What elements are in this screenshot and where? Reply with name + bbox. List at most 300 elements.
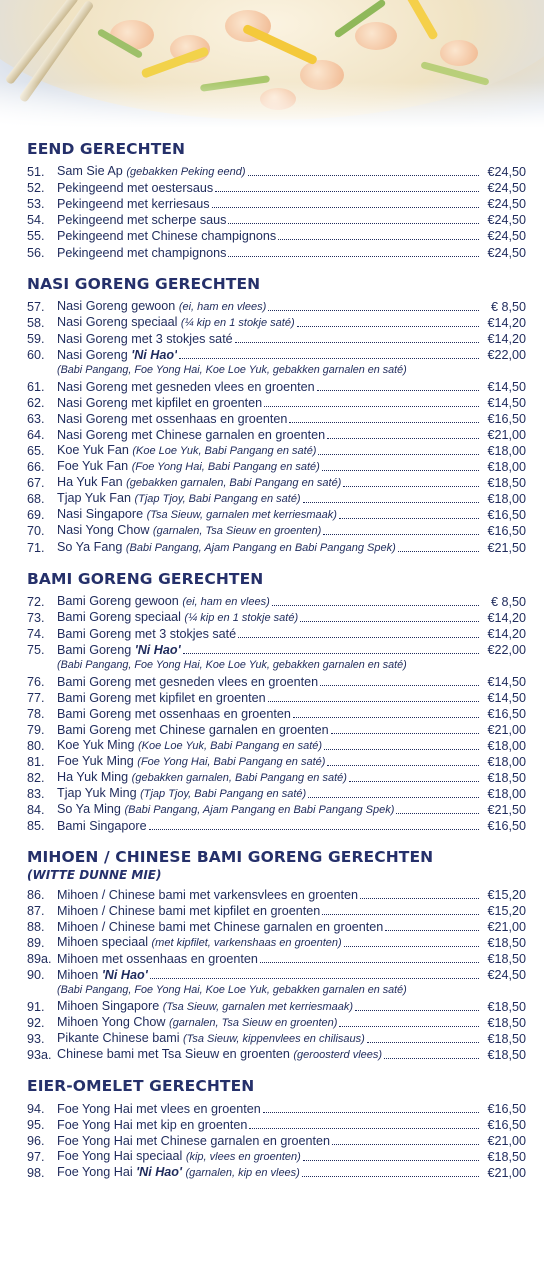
- item-description: (garnalen, Tsa Sieuw en groenten): [152, 525, 322, 538]
- menu-item: [27, 379, 526, 395]
- dot-leader: [327, 765, 479, 766]
- item-name: [57, 1148, 301, 1165]
- item-number: 80.: [27, 739, 45, 753]
- dot-leader: [150, 978, 479, 979]
- item-name: [57, 903, 320, 919]
- item-name-text: Bami Singapore: [57, 819, 147, 834]
- item-number: 89a.: [27, 951, 52, 966]
- item-number: 65.: [27, 444, 45, 458]
- item-price: € 8,50: [490, 299, 526, 314]
- menu-item: [27, 935, 526, 951]
- item-name: [57, 818, 147, 834]
- menu-section: [27, 275, 526, 556]
- item-number: 69.: [27, 508, 45, 523]
- item-name: [57, 506, 337, 523]
- menu-item: [27, 886, 526, 902]
- item-number: 73.: [27, 610, 45, 625]
- dot-leader: [303, 1160, 479, 1161]
- item-name-text: So Ya Fang: [57, 539, 123, 554]
- dot-leader: [179, 358, 479, 359]
- food-photo: [0, 0, 544, 128]
- section-subtitle: (WITTE DUNNE MIE): [27, 868, 162, 883]
- item-name: [57, 458, 320, 475]
- item-number: 96.: [27, 1134, 45, 1149]
- item-name-text: Bami Goreng gewoon: [57, 593, 179, 608]
- item-price: €18,50: [487, 999, 526, 1014]
- item-number: 54.: [27, 213, 45, 228]
- item-name-text: Nasi Goreng gewoon: [57, 298, 176, 313]
- item-number: 66.: [27, 460, 45, 475]
- item-number: 55.: [27, 229, 45, 244]
- item-name-text: Bami Goreng speciaal: [57, 609, 181, 624]
- menu-item: [27, 626, 526, 642]
- item-name: [57, 245, 226, 261]
- item-price: €18,50: [487, 771, 526, 786]
- item-name: [57, 442, 316, 459]
- item-name-text: Chinese bami met Tsa Sieuw en groenten: [57, 1047, 290, 1061]
- menu-item: [27, 770, 526, 786]
- dot-leader: [303, 502, 479, 503]
- item-number: 79.: [27, 722, 45, 737]
- item-name-text: Bami Goreng met 3 stokjes saté: [57, 626, 237, 641]
- item-name-text: Mihoen speciaal: [57, 934, 149, 949]
- item-price: €22,00: [487, 642, 526, 657]
- dot-leader: [300, 621, 479, 622]
- item-name: [57, 212, 226, 228]
- item-name: [57, 934, 342, 951]
- menu-item: [27, 706, 526, 722]
- dot-leader: [183, 653, 479, 654]
- item-name: [57, 1101, 261, 1117]
- dot-leader: [215, 191, 479, 192]
- item-name-highlight: 'Ni Hao': [134, 642, 181, 657]
- dot-leader: [327, 438, 479, 439]
- item-name: [57, 887, 358, 903]
- item-number: 56.: [27, 245, 45, 260]
- item-name: [57, 951, 258, 967]
- menu-item: [27, 299, 526, 315]
- item-price: €18,50: [487, 1150, 526, 1165]
- menu-item: [27, 427, 526, 443]
- item-name-text: Foe Yong Hai met kip en groenten: [57, 1118, 248, 1133]
- dot-leader: [320, 685, 479, 686]
- item-number: 68.: [27, 492, 45, 507]
- item-price: €14,20: [487, 626, 526, 641]
- item-name: [57, 1164, 300, 1181]
- menu-item: [27, 722, 526, 738]
- dot-leader: [264, 406, 479, 407]
- item-number: 53.: [27, 197, 45, 212]
- item-note: (Babi Pangang, Foe Yong Hai, Koe Loe Yuk, gebakken garnalen en saté): [57, 658, 407, 671]
- section-title: EEND GERECHTEN: [27, 140, 186, 158]
- item-price: €16,50: [487, 524, 526, 539]
- item-number: 85.: [27, 819, 45, 834]
- item-number: 61.: [27, 379, 45, 394]
- menu-item: [27, 642, 526, 658]
- dot-leader: [228, 223, 479, 224]
- dot-leader: [343, 486, 479, 487]
- menu-item: [27, 594, 526, 610]
- item-name: [57, 347, 177, 363]
- menu-item: [27, 1031, 526, 1047]
- item-description: (ei, ham en vlees): [178, 300, 267, 313]
- item-name-text: Mihoen Singapore: [57, 998, 160, 1013]
- menu-item: [27, 786, 526, 802]
- item-price: €16,50: [487, 1102, 526, 1117]
- menu-item: [27, 999, 526, 1015]
- item-description: (Tsa Sieuw, garnalen met kerriesmaak): [146, 509, 337, 522]
- dot-leader: [235, 342, 479, 343]
- item-name-text: Foe Yong Hai met Chinese garnalen en groenten: [57, 1134, 331, 1149]
- item-name-text: Nasi Goreng speciaal: [57, 314, 178, 329]
- menu-item: [27, 443, 526, 459]
- menu-item: [27, 459, 526, 475]
- item-name: [57, 163, 246, 180]
- item-number: 82.: [27, 771, 45, 786]
- dot-leader: [289, 422, 479, 423]
- dot-leader: [249, 1128, 479, 1129]
- item-name-text: Nasi Goreng met kipfilet en groenten: [57, 395, 263, 410]
- dot-leader: [349, 781, 479, 782]
- item-name-text: Nasi Goreng met 3 stokjes saté: [57, 331, 233, 346]
- item-name: [57, 1014, 337, 1031]
- item-name: [57, 706, 291, 722]
- dot-leader: [324, 749, 479, 750]
- item-name-text: Nasi Yong Chow: [57, 523, 150, 538]
- item-description: (¼ kip en 1 stokje saté): [184, 611, 299, 624]
- dot-leader: [331, 733, 479, 734]
- item-name-text: Pekingeend met scherpe saus: [57, 213, 227, 228]
- dot-leader: [323, 534, 479, 535]
- item-number: 57.: [27, 299, 45, 314]
- item-number: 75.: [27, 642, 45, 657]
- item-price: €21,50: [487, 803, 526, 818]
- item-price: €24,50: [487, 181, 526, 196]
- menu-item: [27, 754, 526, 770]
- menu-item: [27, 331, 526, 347]
- item-name: [57, 801, 394, 818]
- dot-leader: [248, 175, 479, 176]
- dot-leader: [367, 1042, 479, 1043]
- item-description: (garnalen, Tsa Sieuw en groenten): [169, 1016, 338, 1029]
- item-name-highlight: 'Ni Hao': [101, 968, 148, 983]
- item-name: [57, 331, 233, 347]
- dot-leader: [212, 207, 479, 208]
- item-name: [57, 626, 236, 642]
- dot-leader: [149, 829, 479, 830]
- item-name-text: Bami Goreng: [57, 642, 132, 657]
- item-description: (Babi Pangang, Ajam Pangang en Babi Pangang Spek): [125, 541, 396, 554]
- item-number: 71.: [27, 540, 45, 555]
- item-name: [57, 1117, 247, 1133]
- item-name-text: Mihoen Yong Chow: [57, 1014, 166, 1029]
- item-number: 92.: [27, 1015, 45, 1030]
- item-name-text: Mihoen / Chinese bami met Chinese garnalen en groenten: [57, 919, 384, 934]
- item-name: [57, 1030, 365, 1047]
- dot-leader: [344, 946, 479, 947]
- item-number: 93a.: [27, 1048, 52, 1062]
- menu-item: [27, 1133, 526, 1149]
- dot-leader: [268, 310, 479, 311]
- item-description: (Tsa Sieuw, kippenvlees en chilisaus): [183, 1032, 365, 1045]
- item-name-text: Mihoen: [57, 968, 99, 983]
- menu-item: [27, 1101, 526, 1117]
- item-name-text: Foe Yuk Fan: [57, 459, 129, 474]
- item-name-text: Pekingeend met oestersaus: [57, 181, 214, 196]
- item-name-highlight: 'Ni Hao': [131, 347, 178, 362]
- item-name-text: Ha Yuk Ming: [57, 770, 129, 785]
- item-number: 72.: [27, 594, 45, 609]
- item-price: €21,00: [487, 1134, 526, 1149]
- item-name: [57, 737, 322, 754]
- item-name: [57, 642, 181, 658]
- item-name-text: Bami Goreng met kipfilet en groenten: [57, 690, 266, 705]
- item-name-highlight: 'Ni Hao': [136, 1165, 182, 1180]
- menu-item: [27, 1149, 526, 1165]
- dot-leader: [293, 717, 479, 718]
- item-price: €14,50: [487, 395, 526, 410]
- item-name-text: Bami Goreng met ossenhaas en groenten: [57, 706, 291, 721]
- menu-item: [27, 164, 526, 180]
- item-number: 89.: [27, 935, 45, 950]
- item-note: (Babi Pangang, Foe Yong Hai, Koe Loe Yuk, gebakken garnalen en saté): [57, 984, 407, 997]
- item-name: [57, 785, 306, 802]
- item-number: 97.: [27, 1150, 45, 1165]
- item-name-text: Sam Sie Ap: [57, 164, 123, 179]
- item-price: €14,50: [487, 379, 526, 394]
- item-number: 60.: [27, 347, 45, 362]
- dot-leader: [278, 239, 479, 240]
- item-price: €24,50: [487, 968, 526, 983]
- item-name: [57, 228, 276, 244]
- item-price: €18,00: [487, 787, 526, 802]
- menu-item: [27, 802, 526, 818]
- item-description: (Tsa Sieuw, garnalen met kerriesmaak): [162, 1000, 354, 1013]
- item-name-text: Foe Yuk Ming: [57, 754, 134, 769]
- item-name-text: So Ya Ming: [57, 802, 121, 817]
- item-number: 74.: [27, 626, 45, 641]
- item-name-text: Foe Yong Hai met vlees en groenten: [57, 1102, 261, 1117]
- item-price: €14,20: [487, 610, 526, 625]
- item-name: [57, 395, 262, 411]
- item-number: 67.: [27, 476, 45, 491]
- item-name-text: Nasi Goreng met Chinese garnalen en groenten: [57, 427, 326, 442]
- item-price: €18,50: [487, 1031, 526, 1046]
- item-name: [57, 490, 301, 507]
- item-name: [57, 427, 325, 443]
- item-description: (Babi Pangang, Ajam Pangang en Babi Pangang Spek): [124, 804, 395, 817]
- item-price: € 8,50: [490, 594, 526, 609]
- dot-leader: [385, 930, 479, 931]
- dot-leader: [339, 1026, 479, 1027]
- item-name-text: Tjap Yuk Ming: [57, 786, 137, 801]
- item-price: €18,50: [487, 935, 526, 950]
- menu-content: [0, 128, 544, 1181]
- item-name-text: Bami Goreng met gesneden vlees en groenten: [57, 674, 319, 689]
- section-title: BAMI GORENG GERECHTEN: [27, 569, 264, 588]
- item-price: €14,20: [487, 331, 526, 346]
- item-number: 52.: [27, 181, 45, 196]
- item-name: [57, 539, 396, 556]
- item-name-text: Nasi Singapore: [57, 507, 144, 522]
- item-number: 83.: [27, 787, 45, 802]
- item-price: €14,50: [487, 674, 526, 689]
- dot-leader: [398, 551, 479, 552]
- menu-section: [27, 848, 526, 1063]
- dot-leader: [297, 326, 479, 327]
- menu-item: [27, 244, 526, 260]
- item-name-text: Pikante Chinese bami: [57, 1030, 180, 1045]
- item-name: [57, 919, 383, 935]
- menu-item: [27, 411, 526, 427]
- item-number: 63.: [27, 411, 45, 426]
- item-name-text: Mihoen / Chinese bami met varkensvlees en groenten: [57, 887, 359, 902]
- item-price: €14,50: [487, 690, 526, 705]
- item-name-text: Mihoen met ossenhaas en groenten: [57, 951, 258, 966]
- item-price: €18,50: [487, 1015, 526, 1030]
- item-number: 62.: [27, 395, 45, 410]
- item-name: [57, 753, 325, 770]
- dot-leader: [228, 256, 479, 257]
- item-name-text: Bami Goreng met Chinese garnalen en groenten: [57, 722, 329, 737]
- dot-leader: [322, 914, 479, 915]
- item-name: [57, 609, 298, 626]
- item-description: (garnalen, kip en vlees): [185, 1167, 300, 1180]
- item-description: (ei, ham en vlees): [182, 595, 270, 608]
- item-number: 81.: [27, 755, 45, 770]
- menu-item: [27, 212, 526, 228]
- item-price: €16,50: [487, 819, 526, 834]
- dot-leader: [396, 813, 479, 814]
- item-price: €18,00: [487, 755, 526, 770]
- item-price: €21,50: [487, 540, 526, 555]
- item-price: €16,50: [487, 706, 526, 721]
- item-price: €24,50: [487, 165, 526, 180]
- menu-item: [27, 1047, 526, 1063]
- menu-item: [27, 738, 526, 754]
- item-number: 95.: [27, 1118, 45, 1133]
- item-description: (Tjap Tjoy, Babi Pangang en saté): [134, 493, 301, 506]
- item-number: 78.: [27, 706, 45, 721]
- item-name: [57, 474, 341, 491]
- item-name: [57, 722, 329, 738]
- item-number: 94.: [27, 1102, 45, 1117]
- menu-section: [27, 570, 526, 835]
- item-number: 90.: [27, 968, 45, 983]
- dot-leader: [318, 454, 479, 455]
- item-number: 77.: [27, 690, 45, 705]
- item-price: €18,50: [487, 1048, 526, 1062]
- dot-leader: [263, 1112, 479, 1113]
- item-name-text: Foe Yong Hai speciaal: [57, 1149, 183, 1164]
- menu-item: [27, 228, 526, 244]
- menu-section: [27, 140, 526, 261]
- item-name: [57, 1133, 330, 1149]
- item-price: €24,50: [487, 197, 526, 212]
- menu-item: [27, 315, 526, 331]
- item-name: [57, 411, 287, 427]
- item-price: €21,00: [487, 1166, 526, 1181]
- item-number: 58.: [27, 315, 45, 330]
- dot-leader: [238, 637, 479, 638]
- item-name: [57, 593, 270, 610]
- item-name-text: Koe Yuk Fan: [57, 443, 129, 457]
- menu-item: [27, 690, 526, 706]
- item-name-text: Pekingeend met champignons: [57, 245, 227, 260]
- menu-item: [27, 1165, 526, 1181]
- item-description: (Tjap Tjoy, Babi Pangang en saté): [140, 788, 307, 801]
- item-number: 87.: [27, 903, 45, 918]
- item-price: €21,00: [487, 427, 526, 442]
- item-name: [57, 998, 353, 1015]
- item-number: 59.: [27, 331, 45, 346]
- item-name-text: Foe Yong Hai: [57, 1165, 133, 1180]
- item-price: €18,00: [487, 492, 526, 507]
- item-number: 91.: [27, 999, 45, 1014]
- menu-item: [27, 610, 526, 626]
- item-price: €18,00: [487, 460, 526, 475]
- item-note: (Babi Pangang, Foe Yong Hai, Koe Loe Yuk, gebakken garnalen en saté): [57, 363, 407, 376]
- menu-item: [27, 539, 526, 555]
- item-name: [57, 379, 315, 395]
- dot-leader: [355, 1010, 479, 1011]
- item-name-text: Nasi Goreng met ossenhaas en groenten: [57, 411, 288, 426]
- dot-leader: [260, 962, 479, 963]
- dot-leader: [317, 390, 479, 391]
- menu-item: [27, 1015, 526, 1031]
- dot-leader: [360, 898, 479, 899]
- item-name: [57, 967, 148, 983]
- menu-item: [27, 395, 526, 411]
- menu-item: [27, 967, 526, 983]
- item-name-text: Tjap Yuk Fan: [57, 491, 131, 506]
- item-number: 88.: [27, 919, 45, 934]
- dot-leader: [302, 1176, 479, 1177]
- item-name: [57, 522, 321, 539]
- item-name: [57, 314, 295, 331]
- dot-leader: [384, 1058, 479, 1059]
- menu-item: [27, 507, 526, 523]
- menu-item: [27, 951, 526, 967]
- item-price: €21,00: [487, 722, 526, 737]
- item-number: 84.: [27, 803, 45, 818]
- item-name-text: Ha Yuk Fan: [57, 475, 123, 490]
- item-name-text: Nasi Goreng met gesneden vlees en groenten: [57, 379, 315, 394]
- section-title: EIER-OMELET GERECHTEN: [27, 1077, 255, 1095]
- item-description: (kip, vlees en groenten): [185, 1151, 301, 1164]
- item-description: (Foe Yong Hai, Babi Pangang en saté): [137, 756, 326, 769]
- item-description: (gebakken garnalen, Babi Pangang en saté): [131, 772, 347, 785]
- item-number: 98.: [27, 1166, 45, 1181]
- menu-item: [27, 180, 526, 196]
- item-number: 70.: [27, 524, 45, 539]
- item-price: €18,00: [487, 739, 526, 753]
- item-price: €16,50: [487, 411, 526, 426]
- item-price: €14,20: [487, 315, 526, 330]
- item-number: 93.: [27, 1031, 45, 1046]
- item-name: [57, 1046, 382, 1063]
- item-price: €16,50: [487, 1118, 526, 1133]
- item-name-text: Pekingeend met Chinese champignons: [57, 229, 277, 244]
- item-description: (met kipfilet, varkenshaas en groenten): [151, 936, 342, 949]
- dot-leader: [339, 518, 479, 519]
- menu-item: [27, 196, 526, 212]
- item-description: (geroosterd vlees): [293, 1049, 383, 1061]
- item-price: €16,50: [487, 508, 526, 523]
- section-title: NASI GORENG GERECHTEN: [27, 274, 261, 293]
- item-number: 51.: [27, 165, 45, 180]
- dot-leader: [272, 605, 479, 606]
